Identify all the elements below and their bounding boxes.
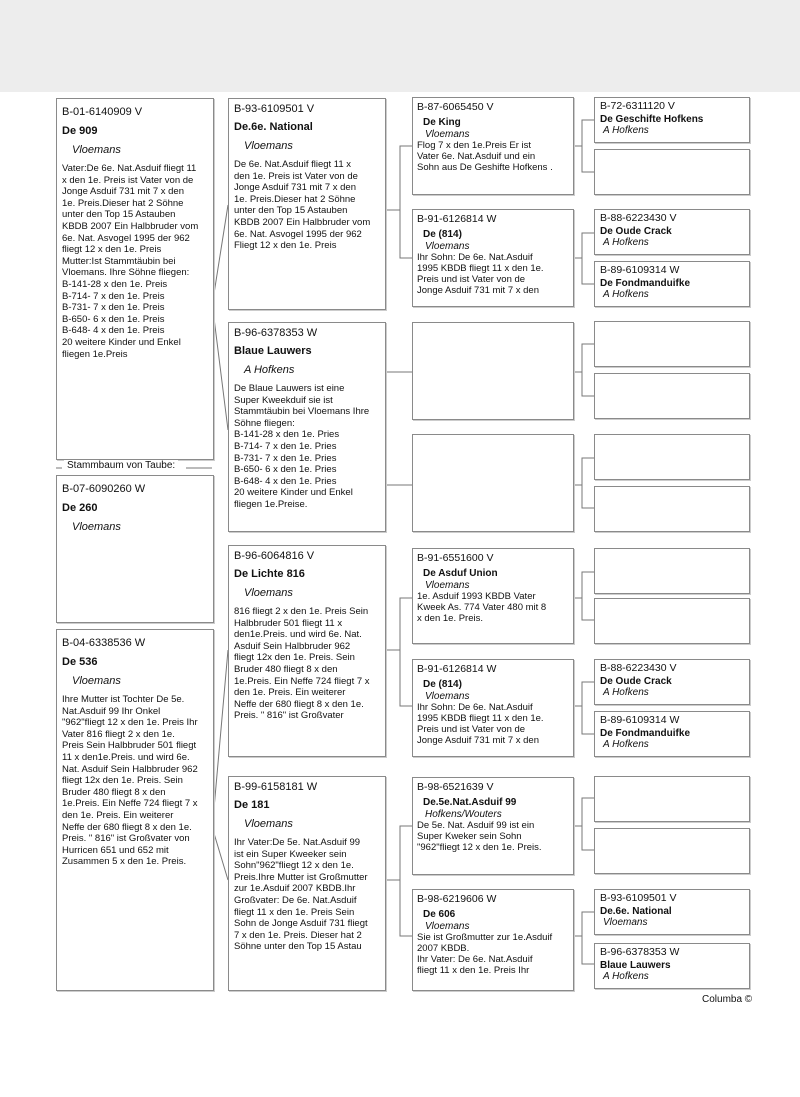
pedigree-box-gen4-14[interactable]: [594, 828, 750, 874]
pigeon-name: De Asduf Union: [423, 568, 498, 579]
pigeon-name: De (814): [423, 679, 462, 690]
pedigree-box-subject-sire[interactable]: [56, 98, 214, 460]
pedigree-box-gen4-2[interactable]: [594, 149, 750, 195]
pedigree-box-gen4-10[interactable]: [594, 598, 750, 644]
ring-number: B-72-6311120 V: [600, 100, 675, 112]
pigeon-name: De 260: [62, 502, 98, 514]
pigeon-description: Ihr Sohn: De 6e. Nat.Asduif 1995 KBDB fliegt 11 x den 1e. Preis und ist Vater von de Jonge Asduif 731 mit 7 x den: [417, 702, 544, 746]
breeder-name: Vloemans: [244, 587, 293, 599]
ring-number: B-96-6378353 W: [234, 327, 318, 339]
pedigree-box-gen4-13[interactable]: [594, 776, 750, 822]
ring-number: B-93-6109501 V: [234, 103, 315, 115]
pedigree-box-gen3-7[interactable]: [412, 777, 574, 875]
ring-number: B-99-6158181 W: [234, 781, 318, 793]
breeder-name: Hofkens/Wouters: [425, 809, 502, 820]
pigeon-name: De.6e. National: [600, 906, 672, 917]
pigeon-name: De Geschifte Hofkens: [600, 114, 704, 125]
pigeon-description: Vater:De 6e. Nat.Asduif fliegt 11 x den 1e. Preis ist Vater von de Jonge Asduif 731 mit 7 x den 1e. Preis.Dieser hat 2 Söhne unter den Top 15 Astauben KBDB 2007 Ein Halbbruder vom 6e. Nat. Asvogel 1995 der 962 fliegt 12 x den 1e. Preis Mutter:Ist Stammtäubin bei Vloemans. Ihre Söhne fliegen: B-141-28 x den 1e. Preis B-714- 7 x den 1e. Preis B-731- 7 x den 1e. Preis B-650- 6 x den 1e. Preis B-648- 4 x den 1e. Preis 20 weitere Kinder und Enkel fliegen 1e.Preis: [62, 163, 199, 360]
pigeon-name: De Fondmanduifke: [600, 278, 691, 289]
pedigree-box-gen4-8[interactable]: [594, 486, 750, 532]
pigeon-description: Flog 7 x den 1e.Preis Er ist Vater 6e. Nat.Asduif und ein Sohn aus De Geshifte Hofkens .: [417, 140, 553, 173]
pedigree-box-gen4-11[interactable]: [594, 659, 750, 705]
pedigree-box-gen3-3[interactable]: [412, 322, 574, 420]
ring-number: B-88-6223430 V: [600, 212, 677, 224]
pigeon-name: Blaue Lauwers: [234, 345, 312, 357]
pigeon-name: De 606: [423, 909, 456, 920]
ring-number: B-01-6140909 V: [62, 106, 143, 118]
pigeon-name: De 181: [234, 799, 270, 811]
pedigree-box-grandsire-1[interactable]: [228, 98, 386, 310]
pigeon-name: Blaue Lauwers: [600, 960, 671, 971]
ring-number: B-93-6109501 V: [600, 892, 677, 904]
pedigree-box-gen4-12[interactable]: [594, 711, 750, 757]
pedigree-box-gen4-9[interactable]: [594, 548, 750, 594]
pigeon-description: 1e. Asduif 1993 KBDB Vater Kweek As. 774 Vater 480 mit 8 x den 1e. Preis.: [417, 591, 547, 624]
pigeon-name: De.5e.Nat.Asduif 99: [423, 797, 517, 808]
ring-number: B-07-6090260 W: [62, 483, 146, 495]
breeder-name: A Hofkens: [603, 739, 649, 750]
breeder-name: A Hofkens: [603, 125, 649, 136]
ring-number: B-87-6065450 V: [417, 101, 494, 113]
breeder-name: A Hofkens: [603, 289, 649, 300]
pedigree-box-gen4-1[interactable]: [594, 97, 750, 143]
pedigree-box-gen4-7[interactable]: [594, 434, 750, 480]
pedigree-box-gen4-15[interactable]: [594, 889, 750, 935]
ring-number: B-88-6223430 V: [600, 662, 677, 674]
breeder-name: Vloemans: [425, 580, 470, 591]
ring-number: B-98-6219606 W: [417, 893, 497, 905]
copyright-label: Columba ©: [702, 994, 753, 1005]
breeder-name: Vloemans: [425, 129, 470, 140]
pedigree-box-gen3-1[interactable]: [412, 97, 574, 195]
ring-number: B-96-6378353 W: [600, 946, 680, 958]
ring-number: B-91-6126814 W: [417, 663, 497, 675]
pigeon-name: De (814): [423, 229, 462, 240]
pigeon-description: 816 fliegt 2 x den 1e. Preis Sein Halbbruder 501 fliegt 11 x den1e.Preis. und wird 6e. Nat. Asduif Sein Halbbruder 962 fliegt 12x den 1e. Preis. Sein Bruder 480 fliegt 8 x den 1e.Preis. Ein Neffe 724 fliegt 7 x den 1e. Preis. Ein weiterer Neffe der 680 fliegt 8 x den 1e. Preis. " 816" ist Großvater: [234, 606, 370, 722]
breeder-name: Vloemans: [603, 917, 648, 928]
breeder-name: Vloemans: [425, 691, 470, 702]
pedigree-box-gen4-3[interactable]: [594, 209, 750, 255]
pedigree-box-gen3-8[interactable]: [412, 889, 574, 991]
breeder-name: Vloemans: [72, 675, 121, 687]
pedigree-box-subject-dam[interactable]: [56, 629, 214, 991]
breeder-name: Vloemans: [72, 144, 121, 156]
ring-number: B-91-6551600 V: [417, 552, 494, 564]
pigeon-name: De Lichte 816: [234, 568, 305, 580]
pigeon-name: De 909: [62, 125, 98, 137]
ring-number: B-04-6338536 W: [62, 637, 146, 649]
pigeon-name: De King: [423, 117, 461, 128]
pedigree-box-subject[interactable]: [56, 475, 214, 623]
pigeon-name: De 536: [62, 656, 98, 668]
pigeon-description: Ihr Sohn: De 6e. Nat.Asduif 1995 KBDB fliegt 11 x den 1e. Preis und ist Vater von de Jonge Asduif 731 mit 7 x den: [417, 252, 544, 296]
breeder-name: A Hofkens: [603, 237, 649, 248]
pedigree-box-gen4-16[interactable]: [594, 943, 750, 989]
breeder-name: A Hofkens: [244, 364, 295, 376]
breeder-name: Vloemans: [425, 241, 470, 252]
pigeon-description: Sie ist Großmutter zur 1e.Asduif 2007 KBDB. Ihr Vater: De 6e. Nat.Asduif fliegt 11 x den 1e. Preis Ihr: [417, 932, 553, 976]
pigeon-name: De.6e. National: [234, 121, 313, 133]
pedigree-box-gen3-6[interactable]: [412, 659, 574, 757]
pigeon-description: Ihr Vater:De 5e. Nat.Asduif 99 ist ein Super Kweeker sein Sohn"962"fliegt 12 x den 1e. Preis.Ihre Mutter ist Großmutter zur 1e.Asduif 2007 KBDB.Ihr Großvater: De 6e. Nat.Asduif fliegt 11 x den 1e. Preis Sein Sohn de Jonge Asduif 731 fliegt 7 x den 1e. Preis. Dieser hat 2 Söhne unter den Top 15 Astau: [234, 837, 368, 953]
breeder-name: Vloemans: [244, 818, 293, 830]
pedigree-box-gen3-4[interactable]: [412, 434, 574, 532]
pedigree-box-grandsire-2[interactable]: [228, 545, 386, 757]
pedigree-box-granddam-1[interactable]: [228, 322, 386, 532]
pigeon-description: De 6e. Nat.Asduif fliegt 11 x den 1e. Preis ist Vater von de Jonge Asduif 731 mit 7 x den 1e. Preis.Dieser hat 2 Söhne unter den Top 15 Astauben KBDB 2007 Ein Halbbruder vom 6e. Nat. Asvogel 1995 der 962 Fliegt 12 x den 1e. Preis: [234, 159, 371, 252]
breeder-name: Vloemans: [244, 140, 293, 152]
pigeon-description: Ihre Mutter ist Tochter De 5e. Nat.Asduif 99 Ihr Onkel "962"fliegt 12 x den 1e. Preis Ihr Vater 816 fliegt 2 x den 1e. Preis Sein Halbbruder 501 fliegt 11 x den1e.Preis. und wird 6e. Nat. Asduif Sein Halbbruder 962 fliegt 12x den 1e. Preis. Sein Bruder 480 fliegt 8 x den 1e.Preis. Ein Neffe 724 fliegt 7 x den 1e. Preis. Ein weiterer Neffe der 680 fliegt 8 x den 1e. Preis. " 816" ist Großvater von Hurricen 651 und 652 mit Zusammen 5 x den 1e. Preis.: [62, 694, 198, 868]
ring-number: B-91-6126814 W: [417, 213, 497, 225]
ring-number: B-98-6521639 V: [417, 781, 494, 793]
pedigree-box-gen3-5[interactable]: [412, 548, 574, 644]
ring-number: B-96-6064816 V: [234, 550, 315, 562]
breeder-name: A Hofkens: [603, 971, 649, 982]
pigeon-description: De 5e. Nat. Asduif 99 ist ein Super Kweker sein Sohn "962"fliegt 12 x den 1e. Preis.: [417, 820, 542, 853]
breeder-name: A Hofkens: [603, 687, 649, 698]
pigeon-name: De Oude Crack: [600, 226, 672, 237]
pedigree-box-gen4-4[interactable]: [594, 261, 750, 307]
scan-top-band: [0, 0, 800, 92]
legend-label: Stammbaum von Taube:: [64, 460, 178, 471]
breeder-name: Vloemans: [425, 921, 470, 932]
pigeon-description: De Blaue Lauwers ist eine Super Kweekduif sie ist Stammtäubin bei Vloemans Ihre Söhne fliegen: B-141-28 x den 1e. Pries B-714- 7 x den 1e. Pries B-731- 7 x den 1e. Pries B-650- 6 x den 1e. Pries B-648- 4 x den 1e. Pries 20 weitere Kinder und Enkel fliegen 1e.Preise.: [234, 383, 370, 510]
breeder-name: Vloemans: [72, 521, 121, 533]
pigeon-name: De Oude Crack: [600, 676, 672, 687]
pigeon-name: De Fondmanduifke: [600, 728, 691, 739]
pedigree-box-gen4-6[interactable]: [594, 373, 750, 419]
pedigree-box-gen4-5[interactable]: [594, 321, 750, 367]
pedigree-box-granddam-2[interactable]: [228, 776, 386, 991]
pedigree-box-gen3-2[interactable]: [412, 209, 574, 307]
ring-number: B-89-6109314 W: [600, 714, 680, 726]
ring-number: B-89-6109314 W: [600, 264, 680, 276]
